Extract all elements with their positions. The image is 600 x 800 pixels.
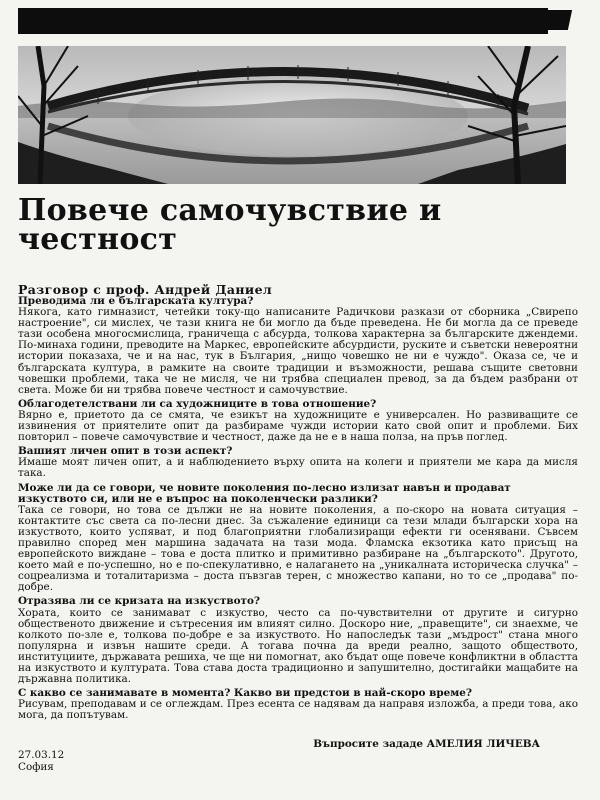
question: Отразява ли се кризата на изкуството? bbox=[18, 595, 261, 608]
place: София bbox=[18, 760, 54, 773]
question: Преводима ли е българската култура? bbox=[18, 295, 254, 307]
qa-block bbox=[18, 688, 578, 721]
qa-block bbox=[18, 483, 578, 594]
answer: Рисувам, преподавам и се оглеждам. През есента се надявам да направя изложба, а преди това, ако мога, да попътувам. bbox=[18, 698, 578, 722]
date: 27.03.12 bbox=[18, 749, 65, 761]
article-subtitle: Разговор с проф. Андрей Даниел bbox=[18, 282, 273, 297]
qa-block bbox=[18, 399, 578, 443]
question: Може ли да се говори, че новите поколения по-лесно излизат навън и продават изкуството си, или не е въпрос на поколенчески разлики? bbox=[18, 481, 511, 505]
qa-block bbox=[18, 596, 578, 685]
interview-body bbox=[18, 296, 578, 724]
answer: Хората, които се занимават с изкуство, често са по-чувствителни от другите и сигурно общественото движение и сътресения им влияят силно. Доскоро ние, „правещите", си знаехме, че колкото по-зле е, толкова по-добре е за изкуството. Но напоследък тази „мъдрост" стана много популярна и извън нашите среди. А тогава почна да вреди реално, защото обществото, институциите, държавата решиха, че ще ни помогнат, ако бъдат още повече конфликтни в областта на изкуството и културата. Това става доста традиционно и запушително, достигайки мащабите на държавна политика. bbox=[18, 606, 578, 686]
answer: Някога, като гимназист, четейки току-що написаните Радичкови разкази от сборника „Свирепо настроение", си мислех, че тази книга не би могло да бъде преведена. Не би могла да се преведе тази особена многосмислица, граничеща с абсурда, толкова характерна за българските джендеми. По-минаха години, преводите на Маркес, европейските абсурдисти, руските и съветски невероятни истории показаха, че и на нас, тук в България, „нищо човешко не ни е чуждо". Оказа се, че и българската култура, в рамките на своите традиции и възможности, решава същите световни човешки проблеми, така че не мисля, че ни трябва специален превод, за да бъдем разбрани от света. Може би ни трябва повече честност и самочувствие. bbox=[18, 306, 578, 396]
interviewer-signature: Въпросите зададе АМЕЛИЯ ЛИЧЕВА bbox=[313, 738, 540, 750]
answer: Имаше моят личен опит, а и наблюдението върху опита на колеги и приятели ме кара да мисля така. bbox=[18, 456, 578, 480]
answer: Така се говори, но това се дължи не на новите поколения, а по-скоро на новата ситуация – контактите със света са по-лесни днес. За съжаление единици са тези млади български хора на изкуството, които успяват, и под благоприятни глобализиращи ефекти ги осенявани. Съвсем правилно според мен маршина задачата на тази мода. Фламска екзотика като присъщ на европейското виждане – това е доста плитко и примитивно разбиране на „българското". Другото, което май е по-успешно, но е по-спекулативно, е налагането на „уникалната историческа случка" – соцреализма и тоталитаризма – доста пъвзгав терен, с множество капани, но то се „продава" по-добре. bbox=[18, 503, 578, 594]
article-title: Повече самочувствие и честност bbox=[18, 193, 442, 257]
bridge-photo bbox=[18, 46, 566, 184]
dateline bbox=[18, 750, 64, 773]
header-black-bar bbox=[18, 8, 548, 34]
question: Вашият личен опит в този аспект? bbox=[18, 445, 233, 458]
question: С какво се занимавате в момента? Какво ви предстои в най-скоро време? bbox=[18, 687, 472, 700]
header-black-bar-tail bbox=[538, 10, 572, 30]
qa-block bbox=[18, 296, 578, 396]
bridge-photo-graphic bbox=[18, 46, 566, 184]
answer: Вярно е, приетото да се смята, че езикът на художниците е универсален. Но развиващите се извинения от приятелите опит да разбираме чужди истории като свой опит и проблеми. Бих повторил – повече самочувствие и честност, даже да не е в наша полза, на пръв поглед. bbox=[18, 408, 578, 444]
question: Облагодетелствани ли са художниците в това отношение? bbox=[18, 397, 377, 410]
qa-block bbox=[18, 446, 578, 479]
